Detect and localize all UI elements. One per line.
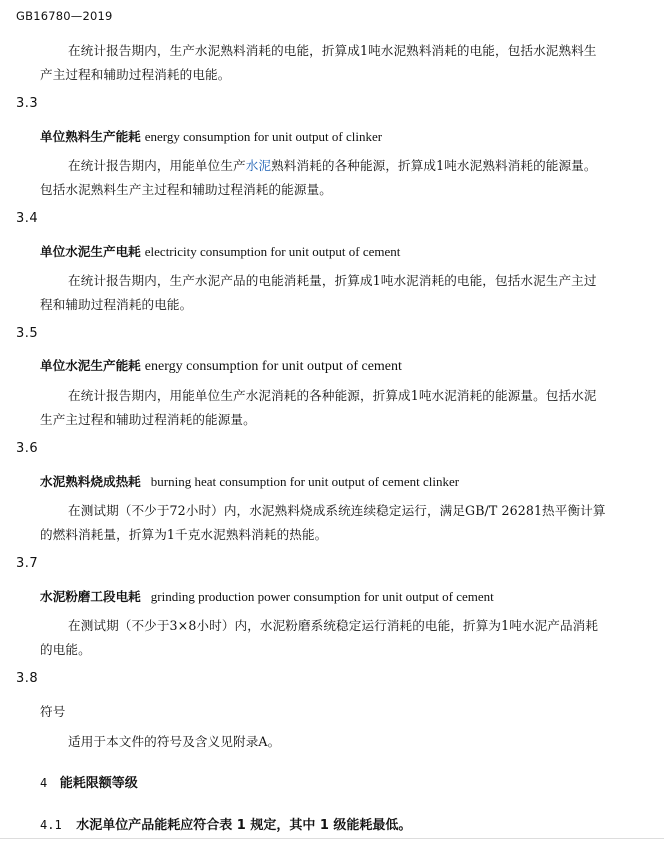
paragraph-line: 产主过程和辅助过程消耗的电能。 bbox=[40, 67, 231, 82]
term-chinese: 水泥粉磨工段电耗 bbox=[40, 589, 141, 604]
term-heading bbox=[40, 471, 459, 490]
chapter-heading bbox=[40, 772, 138, 791]
clause-number: 3.4 bbox=[16, 211, 39, 226]
paragraph-line: 的燃料消耗量，折算为1千克水泥熟料消耗的热能。 bbox=[40, 527, 328, 542]
term-english: burning heat consumption for unit output of cement clinker bbox=[150, 474, 460, 489]
term-english: energy consumption for unit output of cement bbox=[144, 359, 402, 374]
clause-number: 3.7 bbox=[16, 556, 39, 571]
clause-number: 3.5 bbox=[16, 326, 39, 341]
chapter-title: 能耗限额等级 bbox=[59, 776, 138, 791]
clause-number: 3.6 bbox=[16, 441, 39, 456]
clause-number: 3.8 bbox=[16, 671, 39, 686]
text-segment: 在统计报告期内，用能单位生产 bbox=[68, 158, 246, 173]
term-heading bbox=[40, 241, 400, 260]
term-english: electricity consumption for unit output of cement bbox=[144, 244, 401, 259]
text-segment: 熟料消耗的各种能源，折算成1吨水泥熟料消耗的能源量。 bbox=[271, 158, 597, 173]
clause-heading bbox=[40, 814, 411, 833]
paragraph-line bbox=[68, 155, 597, 174]
paragraph-line: 程和辅助过程消耗的电能。 bbox=[40, 297, 193, 312]
clause-number: 4.1 bbox=[40, 818, 62, 832]
clause-text: 水泥单位产品能耗应符合表 1 规定，其中 1 级能耗最低。 bbox=[76, 818, 412, 833]
term-heading bbox=[40, 586, 494, 605]
term-chinese: 单位水泥生产电耗 bbox=[40, 244, 141, 259]
term-heading bbox=[40, 126, 382, 145]
paragraph-line: 在统计报告期内，生产水泥熟料消耗的电能，折算成1吨水泥熟料消耗的电能，包括水泥熟料生 bbox=[68, 43, 597, 58]
paragraph-line: 生产主过程和辅助过程消耗的能源量。 bbox=[40, 412, 256, 427]
paragraph-line: 适用于本文件的符号及含义见附录A。 bbox=[68, 734, 281, 749]
paragraph-line: 的电能。 bbox=[40, 642, 91, 657]
paragraph-line: 在统计报告期内，用能单位生产水泥消耗的各种能源，折算成1吨水泥消耗的能源量。包括水泥 bbox=[68, 388, 597, 403]
term-english: energy consumption for unit output of clinker bbox=[144, 129, 383, 144]
chapter-number: 4 bbox=[40, 776, 48, 790]
term-chinese: 水泥熟料烧成热耗 bbox=[40, 474, 141, 489]
term-chinese: 单位熟料生产能耗 bbox=[40, 129, 141, 144]
standard-code-header: GB16780—2019 bbox=[16, 9, 113, 23]
paragraph-line: 在统计报告期内，生产水泥产品的电能消耗量，折算成1吨水泥消耗的电能，包括水泥生产主过 bbox=[68, 273, 597, 288]
highlighted-term: 水泥 bbox=[245, 158, 272, 173]
term-heading: 符号 bbox=[40, 704, 66, 719]
clause-number: 3.3 bbox=[16, 96, 39, 111]
page-bottom-divider bbox=[0, 838, 664, 839]
paragraph-line: 在测试期（不少于3×8小时）内，水泥粉磨系统稳定运行消耗的电能，折算为1吨水泥产品消耗 bbox=[68, 618, 599, 633]
term-chinese: 单位水泥生产能耗 bbox=[40, 358, 141, 373]
term-heading bbox=[40, 355, 402, 375]
term-english: grinding production power consumption for unit output of cement bbox=[150, 589, 494, 604]
paragraph-line: 包括水泥熟料生产主过程和辅助过程消耗的能源量。 bbox=[40, 182, 332, 197]
paragraph-line: 在测试期（不少于72小时）内，水泥熟料烧成系统连续稳定运行，满足GB/T 26281热平衡计算 bbox=[68, 503, 606, 518]
